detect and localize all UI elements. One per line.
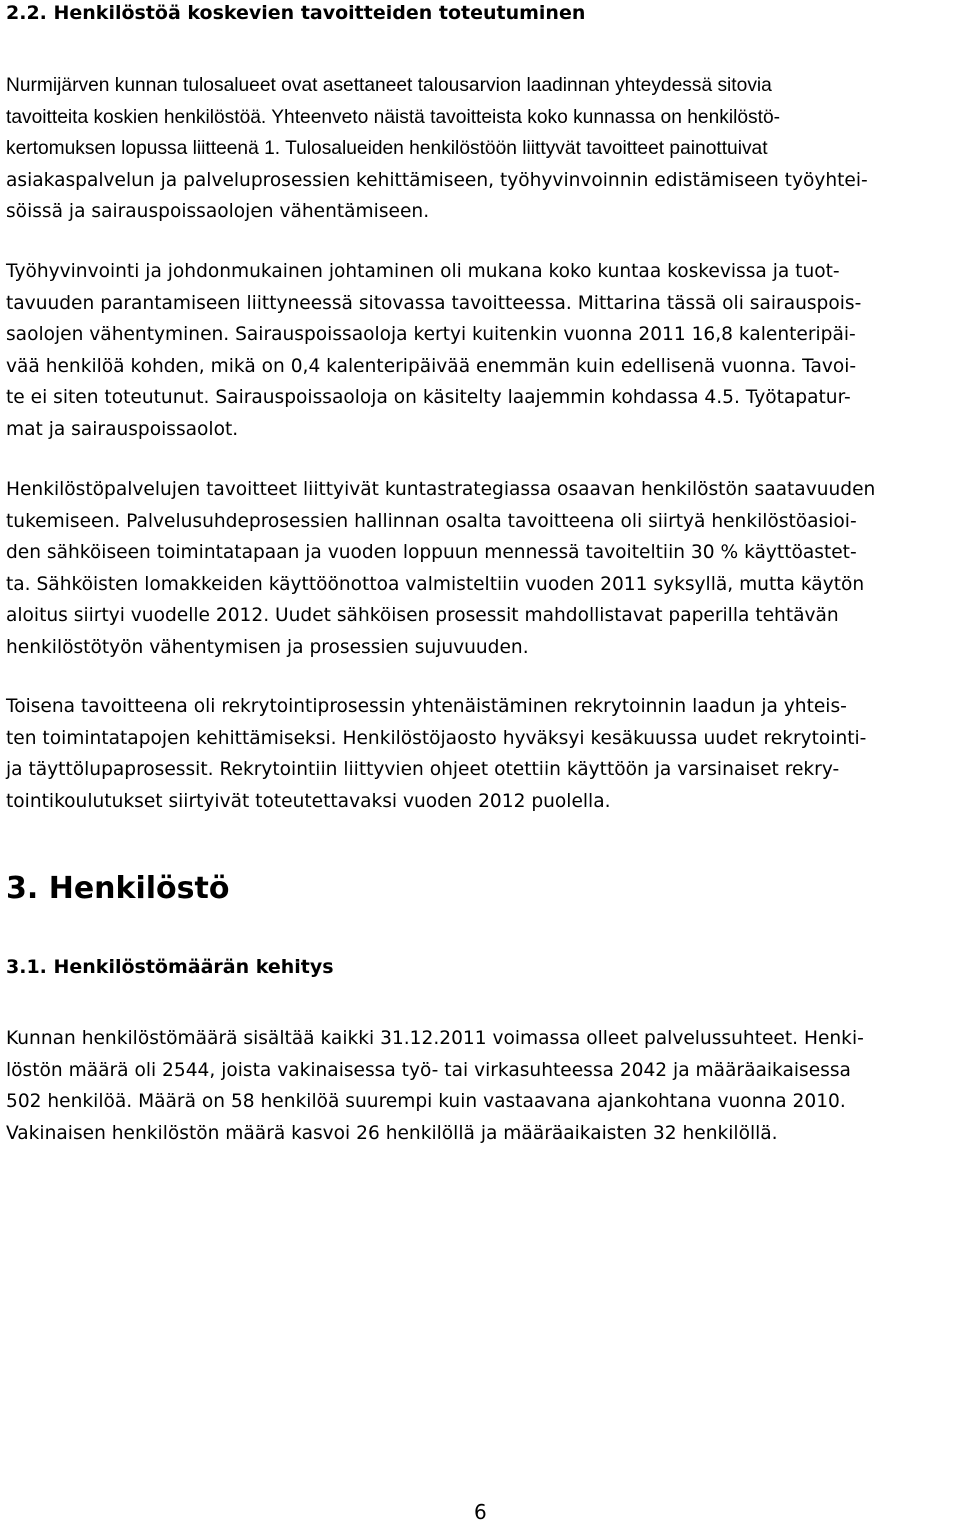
paragraph-henkilostomaara bbox=[6, 1023, 956, 1149]
section-heading-3-1: 3.1. Henkilöstömäärän kehitys bbox=[6, 956, 334, 978]
paragraph-line: mat ja sairauspoissaolot. bbox=[6, 418, 239, 440]
paragraph-henkilostopalvelut bbox=[6, 474, 956, 663]
paragraph-line: Henkilöstöpalvelujen tavoitteet liittyivät kuntastrategiassa osaavan henkilöstön saatavuuden bbox=[6, 479, 876, 500]
paragraph-rekrytointi bbox=[6, 691, 956, 817]
paragraph-line: tavuuden parantamiseen liittyneessä sitovassa tavoitteessa. Mittarina tässä oli sairauspois- bbox=[6, 292, 862, 314]
paragraph-line: asiakaspalvelun ja palveluprosessien kehittämiseen, työhyvinvoinnin edistämiseen työyhtei- bbox=[6, 169, 868, 191]
paragraph-line: ja täyttölupaprosessit. Rekrytointiin liittyvien ohjeet otettiin käyttöön ja varsinaiset rekry- bbox=[6, 759, 840, 780]
paragraph-line: tavoitteita koskien henkilöstöä. Yhteenveto näistä tavoitteista koko kunnassa on henkilöstö- bbox=[6, 106, 781, 128]
paragraph-tyohyvinvointi bbox=[6, 256, 956, 445]
paragraph-line: söissä ja sairauspoissaolojen vähentämiseen. bbox=[6, 201, 430, 222]
chapter-heading-3: 3. Henkilöstö bbox=[6, 871, 230, 906]
paragraph-line: Nurmijärven kunnan tulosalueet ovat asettaneet talousarvion laadinnan yhteydessä sitovia bbox=[6, 75, 772, 96]
paragraph-sitovat-tavoitteet bbox=[6, 70, 956, 228]
paragraph-line: saolojen vähentyminen. Sairauspoissaoloja kertyi kuitenkin vuonna 2011 16,8 kalenteripäi- bbox=[6, 324, 856, 345]
paragraph-line: kertomuksen lopussa liitteenä 1. Tulosalueiden henkilöstöön liittyvät tavoitteet painottuivat bbox=[6, 138, 768, 159]
paragraph-line: Kunnan henkilöstömäärä sisältää kaikki 31.12.2011 voimassa olleet palvelussuhteet. Henki- bbox=[6, 1028, 864, 1049]
paragraph-line: ta. Sähköisten lomakkeiden käyttöönottoa valmisteltiin vuoden 2011 syksyllä, mutta käytön bbox=[6, 573, 865, 595]
paragraph-line: vää henkilöä kohden, mikä on 0,4 kalenteripäivää enemmän kuin edellisenä vuonna. Tavoi- bbox=[6, 355, 857, 377]
paragraph-line: Työhyvinvointi ja johdonmukainen johtaminen oli mukana koko kuntaa koskevissa ja tuot- bbox=[6, 261, 840, 282]
paragraph-line: henkilöstötyön vähentymisen ja prosessien sujuvuuden. bbox=[6, 636, 529, 658]
paragraph-line: te ei siten toteutunut. Sairauspoissaoloja on käsitelty laajemmin kohdassa 4.5. Työtapatur- bbox=[6, 387, 851, 408]
paragraph-line: Vakinaisen henkilöstön määrä kasvoi 26 henkilöllä ja määräaikaisten 32 henkilöllä. bbox=[6, 1122, 778, 1144]
paragraph-line: 502 henkilöä. Määrä on 58 henkilöä suurempi kuin vastaavana ajankohtana vuonna 2010. bbox=[6, 1091, 846, 1112]
paragraph-line: tukemiseen. Palvelusuhdeprosessien hallinnan osalta tavoitteena oli siirtyä henkilöstöasioi- bbox=[6, 510, 857, 532]
paragraph-line: ten toimintatapojen kehittämiseksi. Henkilöstöjaosto hyväksyi kesäkuussa uudet rekrytointi- bbox=[6, 727, 867, 749]
section-heading-2-2: 2.2. Henkilöstöä koskevien tavoitteiden toteutuminen bbox=[6, 2, 586, 24]
paragraph-line: Toisena tavoitteena oli rekrytointiprosessin yhtenäistäminen rekrytoinnin laadun ja yhteis- bbox=[6, 696, 847, 717]
page-number: 6 bbox=[474, 1500, 487, 1524]
paragraph-line: löstön määrä oli 2544, joista vakinaisessa työ- tai virkasuhteessa 2042 ja määräaikaisessa bbox=[6, 1059, 851, 1081]
paragraph-line: tointikoulutukset siirtyivät toteutettavaksi vuoden 2012 puolella. bbox=[6, 790, 611, 812]
paragraph-line: den sähköiseen toimintatapaan ja vuoden loppuun mennessä tavoiteltiin 30 % käyttöastet- bbox=[6, 542, 857, 563]
paragraph-line: aloitus siirtyi vuodelle 2012. Uudet sähköisen prosessit mahdollistavat paperilla tehtävän bbox=[6, 605, 839, 626]
